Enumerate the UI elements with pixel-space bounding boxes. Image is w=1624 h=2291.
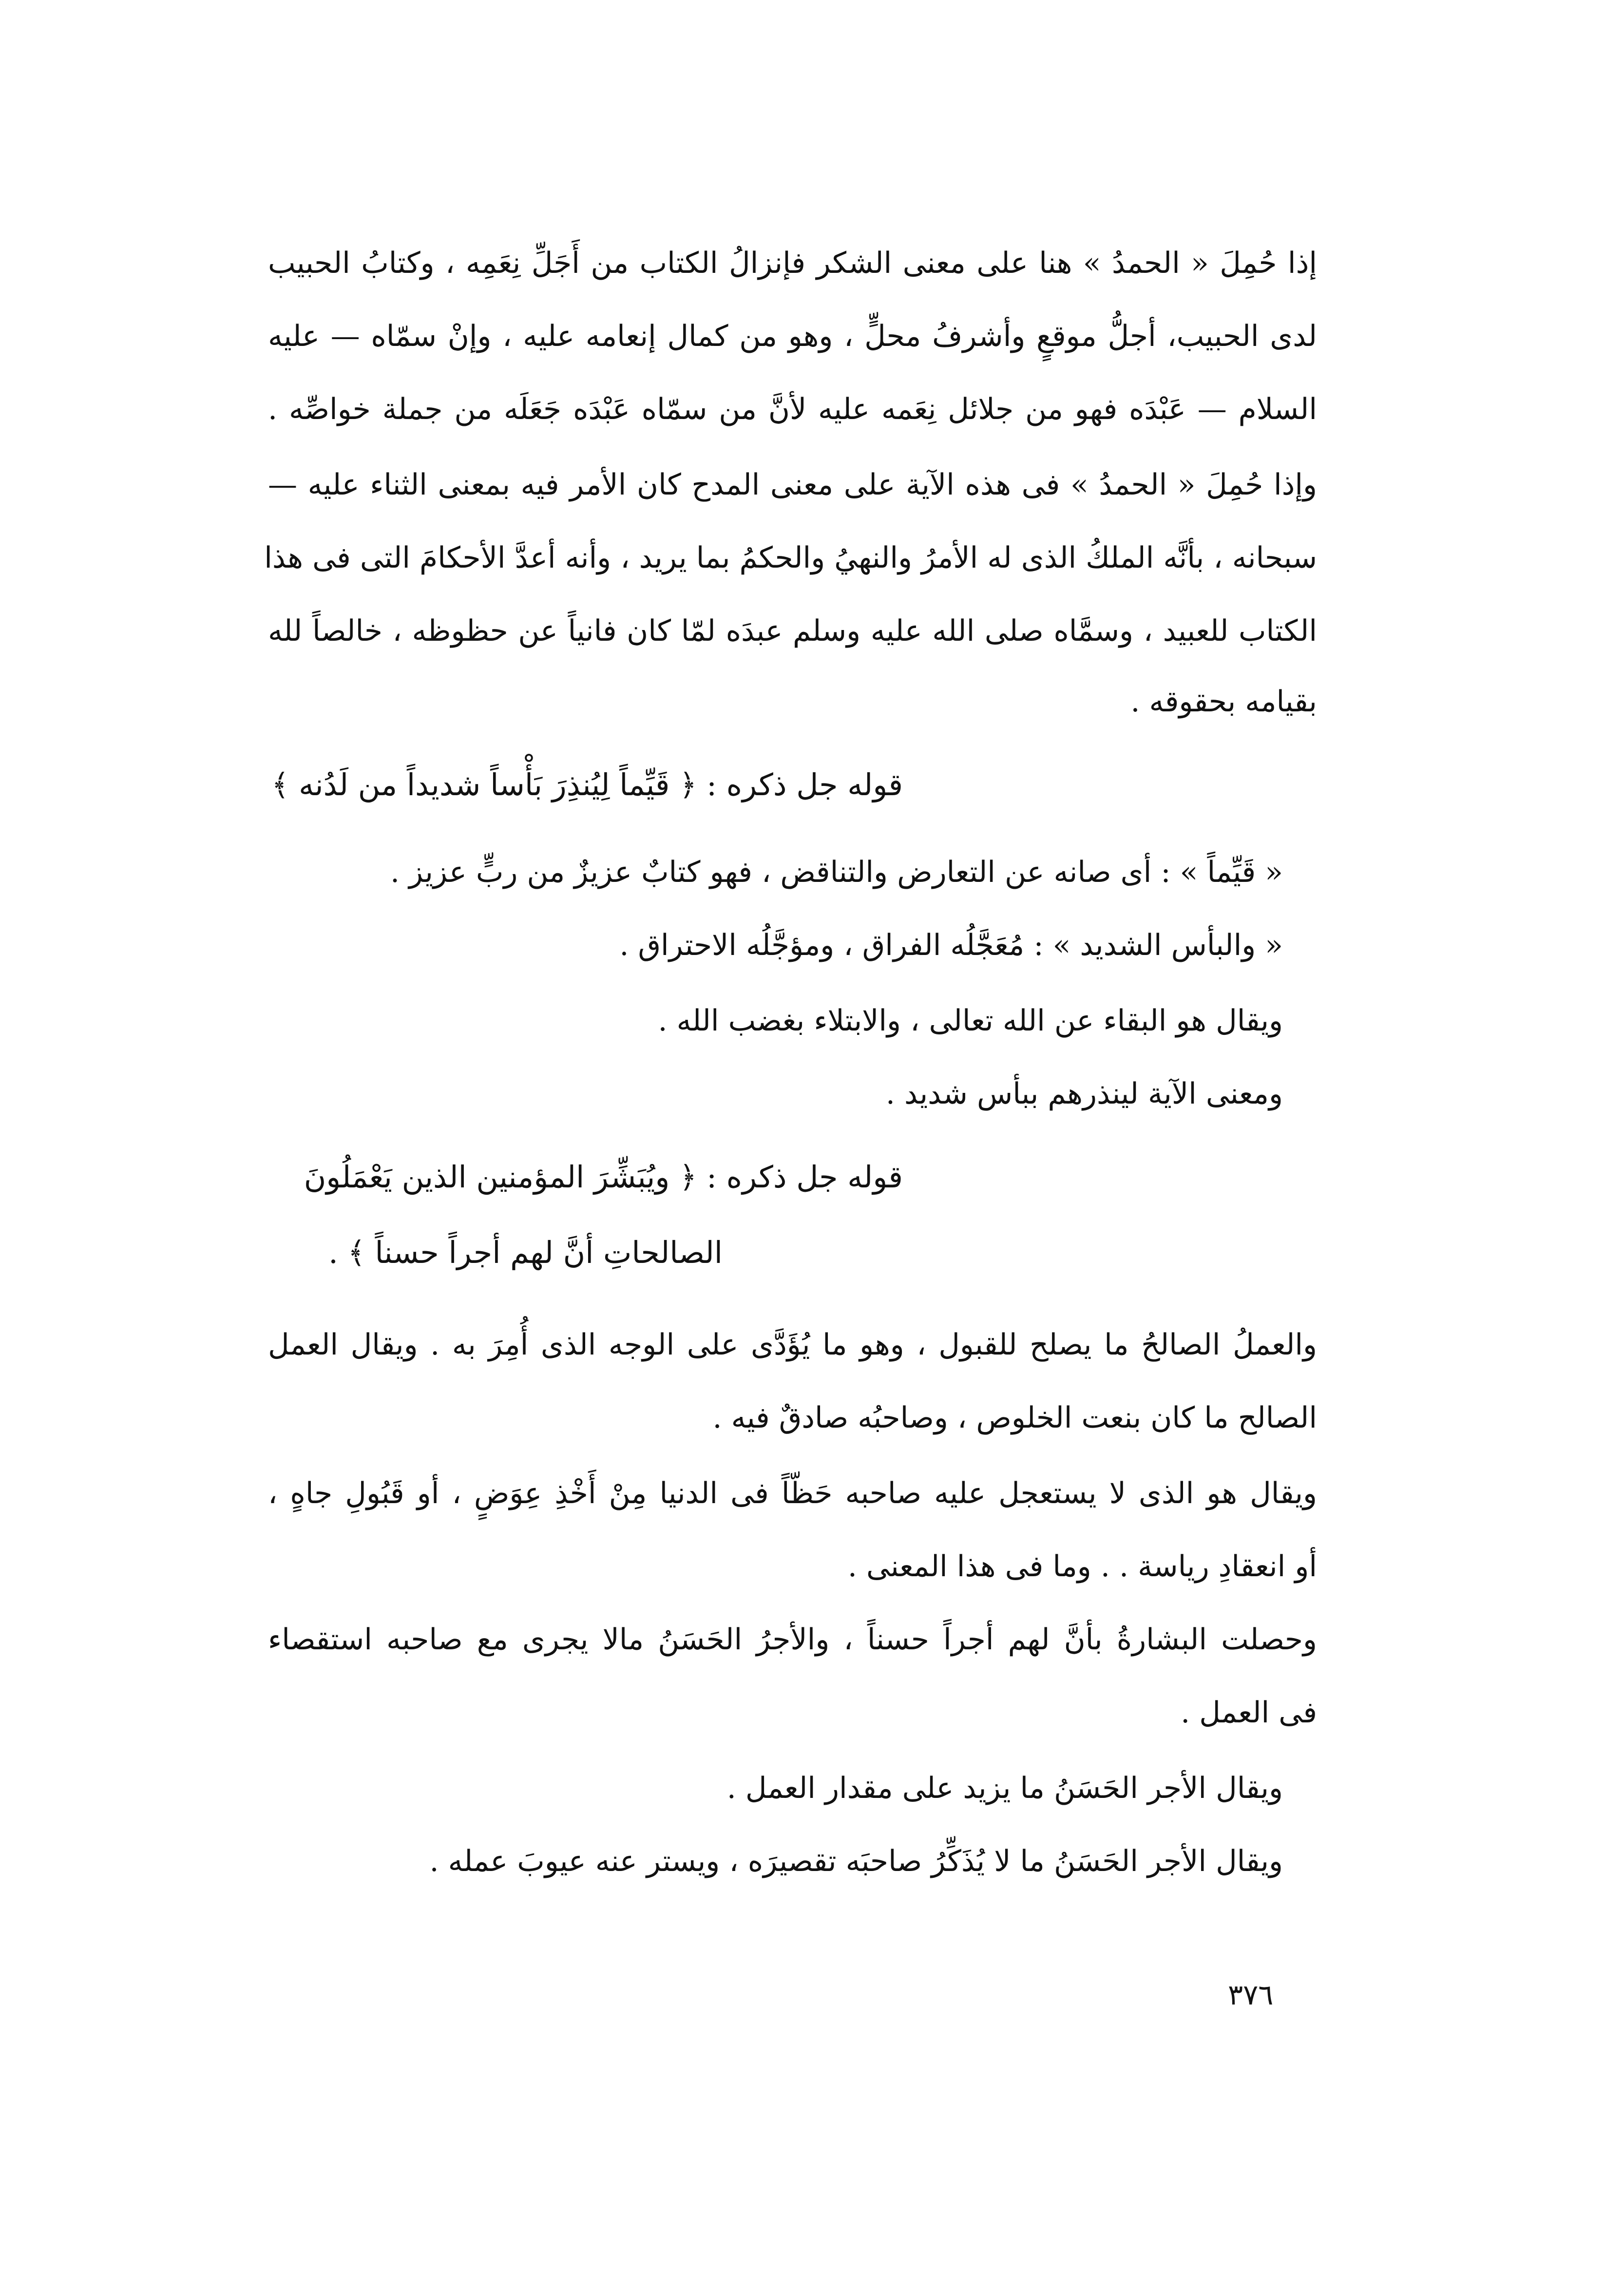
text-line-17: ويقال هو الذى لا يستعجل عليه صاحبه حَظّاً فى الدنيا مِنْ أَخْذِ عِوَضٍ ، أو قَبُولِ جاهٍ ،: [268, 1476, 1317, 1510]
text-line-19: وحصلت البشارةُ بأنَّ لهم أجراً حسناً ، والأجرُ الحَسَنُ مالا يجرى مع صاحبه استقصاء: [268, 1623, 1317, 1657]
page-number: ٣٧٦: [1228, 1978, 1274, 2011]
text-line-2: لدى الحبيب، أجلُّ موقعٍ وأشرفُ محلٍّ ، وهو من كمال إنعامه عليه ، وإنْ سمّاه — عليه: [268, 319, 1317, 353]
text-line-16: الصالح ما كان بنعت الخلوص ، وصاحبُه صادقٌ فيه .: [712, 1401, 1317, 1435]
text-line-12: ومعنى الآية لينذرهم ببأس شديد .: [885, 1077, 1283, 1111]
text-line-21: ويقال الأجر الحَسَنُ ما يزيد على مقدار العمل .: [726, 1771, 1283, 1805]
text-line-3: السلام — عَبْدَه فهو من جلائل نِعَمه عليه لأنَّ من سمّاه عَبْدَه جَعَلَه من جملة خواصِّه .: [268, 392, 1317, 426]
verse-heading-2-cont: الصالحاتِ أنَّ لهم أجراً حسناً ﴾ .: [328, 1235, 723, 1270]
text-line-22: ويقال الأجر الحَسَنُ ما لا يُذَكِّرُ صاحبَه تقصيرَه ، ويستر عنه عيوبَ عمله .: [429, 1844, 1283, 1878]
text-line-10: « والبأس الشديد » : مُعَجَّلُه الفراق ، ومؤجَّلُه الاحتراق .: [619, 928, 1283, 962]
text-line-20: فى العمل .: [1181, 1696, 1317, 1730]
text-line-4: وإذا حُمِلَ « الحمدُ » فى هذه الآية على معنى المدح كان الأمر فيه بمعنى الثناء عليه —: [268, 468, 1317, 502]
verse-heading-1: قوله جل ذكره : ﴿ قَيِّماً لِيُنذِرَ بَأْساً شديداً من لَدُنه ﴾: [271, 767, 903, 802]
verse-heading-2: قوله جل ذكره : ﴿ ويُبَشِّرَ المؤمنين الذين يَعْمَلُونَ: [304, 1159, 903, 1195]
text-line-15: والعملُ الصالحُ ما يصلح للقبول ، وهو ما يُؤَدَّى على الوجه الذى أُمِرَ به . ويقال العمل: [268, 1328, 1317, 1362]
text-line-1: إذا حُمِلَ « الحمدُ » هنا على معنى الشكر فإنزالُ الكتاب من أَجَلِّ نِعَمِه ، وكتابُ الحبيب: [268, 246, 1317, 280]
text-line-6: الكتاب للعبيد ، وسمَّاه صلى الله عليه وسلم عبدَه لمّا كان فانياً عن حظوظه ، خالصاً لله: [268, 614, 1317, 648]
text-line-18: أو انعقادِ رياسة . . وما فى هذا المعنى .: [847, 1549, 1317, 1584]
text-line-11: ويقال هو البقاء عن الله تعالى ، والابتلاء بغضب الله .: [658, 1004, 1283, 1038]
text-line-9: « قَيِّماً » : أى صانه عن التعارض والتناقض ، فهو كتابٌ عزيزٌ من ربٍّ عزيز .: [390, 855, 1283, 889]
text-line-7: بقيامه بحقوقه .: [1130, 685, 1317, 719]
text-line-5: سبحانه ، بأنَّه الملكُ الذى له الأمرُ والنهيُ والحكمُ بما يريد ، وأنه أعدَّ الأحكامَ التى فى هذا: [264, 541, 1317, 575]
